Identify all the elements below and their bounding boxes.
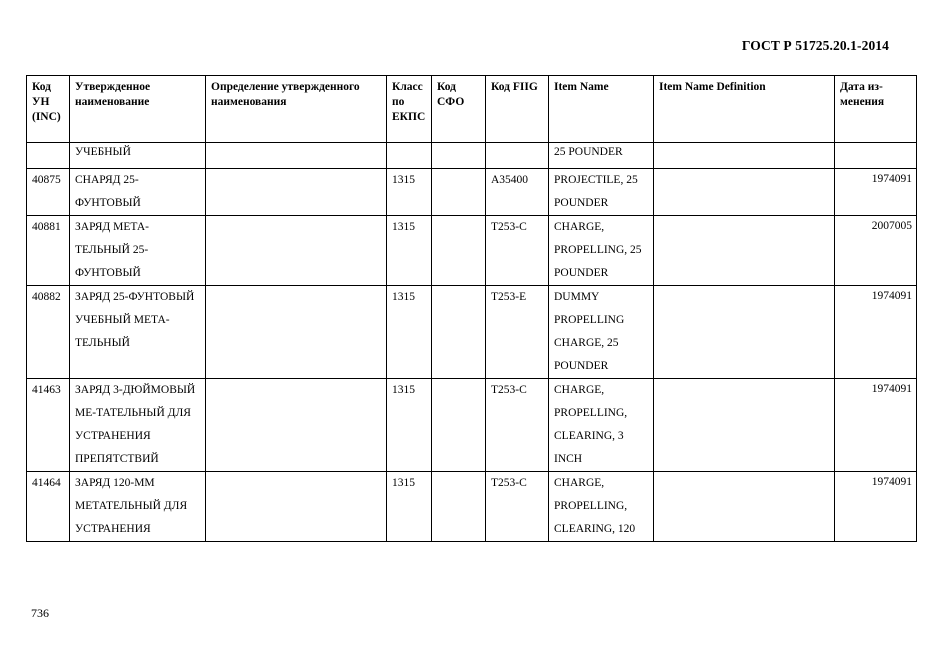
cell-date: 1974091	[835, 472, 917, 542]
cell-code: 40882	[27, 286, 70, 379]
cell-item-name: CHARGE, PROPELLING, CLEARING, 3 INCH	[549, 379, 654, 472]
cell-fiig: T253-C	[486, 379, 549, 472]
cell-code: 40875	[27, 169, 70, 216]
cell-item-name: 25 POUNDER	[549, 143, 654, 169]
cell-date: 1974091	[835, 169, 917, 216]
header-change-date: Дата из-менения	[835, 76, 917, 143]
cell-definition	[206, 216, 387, 286]
header-approved-name: Утвержденное наименование	[70, 76, 206, 143]
cell-fiig: T253-E	[486, 286, 549, 379]
cell-item-name: CHARGE, PROPELLING, CLEARING, 120	[549, 472, 654, 542]
table-row	[27, 216, 917, 286]
cell-definition	[206, 143, 387, 169]
cell-sfo	[432, 472, 486, 542]
cell-definition	[206, 286, 387, 379]
cell-item-definition	[654, 286, 835, 379]
cell-definition	[206, 169, 387, 216]
cell-fiig: T253-C	[486, 472, 549, 542]
cell-sfo	[432, 286, 486, 379]
cell-fiig	[486, 143, 549, 169]
cell-item-name: DUMMY PROPELLING CHARGE, 25 POUNDER	[549, 286, 654, 379]
cell-fiig: T253-C	[486, 216, 549, 286]
cell-code	[27, 143, 70, 169]
header-fiig-code: Код FIIG	[486, 76, 549, 143]
document-title: ГОСТ Р 51725.20.1-2014	[741, 38, 889, 53]
cell-date: 1974091	[835, 286, 917, 379]
cell-date	[835, 143, 917, 169]
cell-code: 41464	[27, 472, 70, 542]
cell-sfo	[432, 216, 486, 286]
cell-name: ЗАРЯД 3-ДЮЙМОВЫЙ МЕ-ТАТЕЛЬНЫЙ ДЛЯ УСТРАНЕНИЯ ПРЕПЯТСТВИЙ	[70, 379, 206, 472]
cell-name: ЗАРЯД 25-ФУНТОВЫЙ УЧЕБНЫЙ МЕТА-ТЕЛЬНЫЙ	[70, 286, 206, 379]
cell-item-name: PROJECTILE, 25 POUNDER	[549, 169, 654, 216]
cell-fiig: A35400	[486, 169, 549, 216]
cell-name: СНАРЯД 25-ФУНТОВЫЙ	[70, 169, 206, 216]
cell-code: 40881	[27, 216, 70, 286]
cell-name: ЗАРЯД 120-ММ МЕТАТЕЛЬНЫЙ ДЛЯ УСТРАНЕНИЯ	[70, 472, 206, 542]
cell-item-definition	[654, 216, 835, 286]
table-row	[27, 286, 917, 379]
cell-class: 1315	[387, 286, 432, 379]
table-row	[27, 143, 917, 169]
cell-item-definition	[654, 472, 835, 542]
table-row	[27, 379, 917, 472]
header-item-name: Item Name	[549, 76, 654, 143]
table-row	[27, 472, 917, 542]
header-sfo-code: Код СФО	[432, 76, 486, 143]
header-item-name-definition: Item Name Definition	[654, 76, 835, 143]
cell-name: ЗАРЯД МЕТА-ТЕЛЬНЫЙ 25-ФУНТОВЫЙ	[70, 216, 206, 286]
cell-class: 1315	[387, 169, 432, 216]
table-header-row	[27, 76, 917, 143]
cell-name: УЧЕБНЫЙ	[70, 143, 206, 169]
page-number: 736	[31, 606, 49, 620]
cell-class: 1315	[387, 379, 432, 472]
cell-sfo	[432, 143, 486, 169]
cell-sfo	[432, 169, 486, 216]
table-row	[27, 169, 917, 216]
cell-class: 1315	[387, 216, 432, 286]
cell-definition	[206, 472, 387, 542]
cell-sfo	[432, 379, 486, 472]
cell-definition	[206, 379, 387, 472]
cell-class	[387, 143, 432, 169]
cell-item-definition	[654, 169, 835, 216]
cell-item-definition	[654, 379, 835, 472]
header-inc-code: Код УН (INC)	[27, 76, 70, 143]
cell-item-definition	[654, 143, 835, 169]
header-class: Класс по ЕКПС	[387, 76, 432, 143]
catalog-table	[26, 75, 917, 542]
cell-item-name: CHARGE, PROPELLING, 25 POUNDER	[549, 216, 654, 286]
header-name-definition: Определение утвержденного наименования	[206, 76, 387, 143]
cell-date: 1974091	[835, 379, 917, 472]
cell-date: 2007005	[835, 216, 917, 286]
cell-class: 1315	[387, 472, 432, 542]
cell-code: 41463	[27, 379, 70, 472]
